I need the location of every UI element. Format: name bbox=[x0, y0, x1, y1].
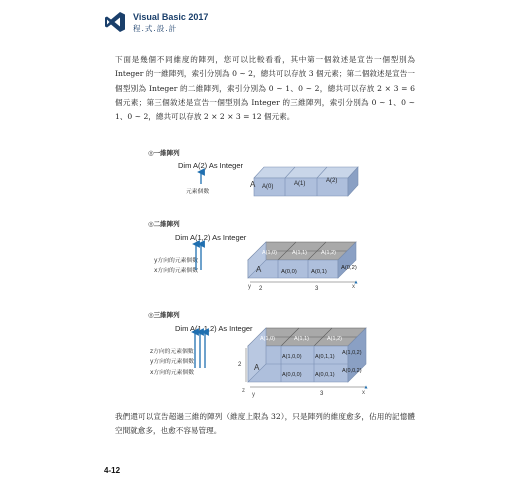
book-title: Visual Basic 2017 bbox=[133, 12, 209, 22]
cell-2d-back: A(1,1) bbox=[292, 250, 307, 256]
dim-3d-z: 2 bbox=[238, 362, 242, 368]
cell-3d-top: A(1,2) bbox=[327, 336, 342, 342]
axis-2d-y-label: y bbox=[248, 284, 251, 290]
code-3d: Dim A(1,1,2) As Integer bbox=[175, 324, 253, 333]
cell-1d: A(2) bbox=[326, 178, 338, 184]
section-3d-label: 三維陣列 bbox=[153, 311, 180, 319]
axis-3d-z-label: z bbox=[242, 388, 245, 394]
diagram-3d-array bbox=[170, 320, 430, 400]
axis-3d-x-label: x bbox=[362, 390, 365, 396]
note-3d-x: x方向的元素個數 bbox=[150, 370, 195, 376]
cell-3d-lower: A(0,0,1) bbox=[315, 372, 335, 378]
cell-3d-top: A(1,1) bbox=[294, 336, 309, 342]
cell-3d-upper: A(0,1,1) bbox=[315, 354, 335, 360]
cell-2d-front: A(0,2) bbox=[341, 265, 357, 271]
cell-3d-top: A(1,0) bbox=[260, 336, 275, 342]
cell-3d-upper: A(1,0,0) bbox=[282, 354, 302, 360]
cell-3d-lower: A(0,0,2) bbox=[342, 368, 362, 374]
note-2d-x: x方向的元素個數 bbox=[154, 268, 199, 274]
dim-2d-x: 3 bbox=[315, 286, 319, 292]
cell-2d-front: A(0,0) bbox=[281, 269, 297, 275]
code-1d: Dim A(2) As Integer bbox=[178, 161, 244, 170]
cell-2d-back: A(1,0) bbox=[262, 250, 277, 256]
diagram-2d-array bbox=[170, 230, 430, 295]
dim-2d-y: 2 bbox=[259, 286, 263, 292]
intro-paragraph: 下面是幾個不同維度的陣列，您可以比較看看，其中第一個敘述是宣告一個型別為 Integer 的一維陣列，索引分別為 0 ~ 2，總共可以存放 3 個元素；第二個敘述是宣告一個型別為 Integer 的二維陣列，索引分別為 0 ~ 1、0 ~ 2，總共可以存放 2 × 3 = 6 個元素；第三個敘述是宣告一個型別為 Integer 的三維陣列，索引分別為 0 ~ 1、0 ~ 1、0 ~ 2，總共可以存放 2 × 2 × 3 = 12 個元素。 bbox=[115, 55, 415, 122]
cell-1d: A(0) bbox=[262, 184, 274, 190]
cell-1d: A(1) bbox=[294, 181, 306, 187]
bullet-icon: ◎ bbox=[148, 220, 154, 228]
axis-3d-y-label: y bbox=[252, 392, 255, 398]
note-2d-y: y方向的元素個數 bbox=[154, 258, 199, 264]
note-1d: 元素個數 bbox=[186, 189, 210, 195]
code-2d: Dim A(1,2) As Integer bbox=[175, 233, 247, 242]
bullet-icon: ◎ bbox=[148, 149, 154, 157]
section-1d-label: 一維陣列 bbox=[153, 149, 180, 157]
dim-3d-x: 3 bbox=[320, 391, 324, 397]
axis-2d-x-label: x bbox=[352, 284, 355, 290]
note-3d-z: z方向的元素個數 bbox=[150, 349, 194, 355]
section-2d-label: 二維陣列 bbox=[153, 220, 180, 228]
cell-3d-lower: A(0,0,0) bbox=[282, 372, 302, 378]
book-subtitle: 程.式.設.計 bbox=[133, 24, 178, 33]
closing-paragraph: 我們還可以宣告超過三維的陣列（維度上限為 32），只是陣列的維度愈多，佔用的記憶體空間就愈多，也愈不容易管理。 bbox=[115, 412, 415, 436]
visual-studio-logo-icon bbox=[103, 10, 127, 34]
note-3d-y: y方向的元素個數 bbox=[150, 359, 195, 365]
cell-2d-back: A(1,2) bbox=[321, 250, 336, 256]
section-2d-title bbox=[148, 219, 180, 228]
cell-3d-upper: A(1,0,2) bbox=[342, 350, 362, 356]
bullet-icon: ◎ bbox=[148, 311, 154, 319]
page-number: 4-12 bbox=[104, 466, 121, 475]
box-1d-top bbox=[254, 167, 358, 178]
array-name-1d: A bbox=[250, 180, 256, 189]
array-name-2d: A bbox=[256, 265, 262, 274]
cell-2d-front: A(0,1) bbox=[311, 269, 327, 275]
diagram-1d-array bbox=[170, 150, 430, 210]
array-name-3d: A bbox=[254, 363, 260, 372]
section-3d-title bbox=[148, 310, 180, 319]
